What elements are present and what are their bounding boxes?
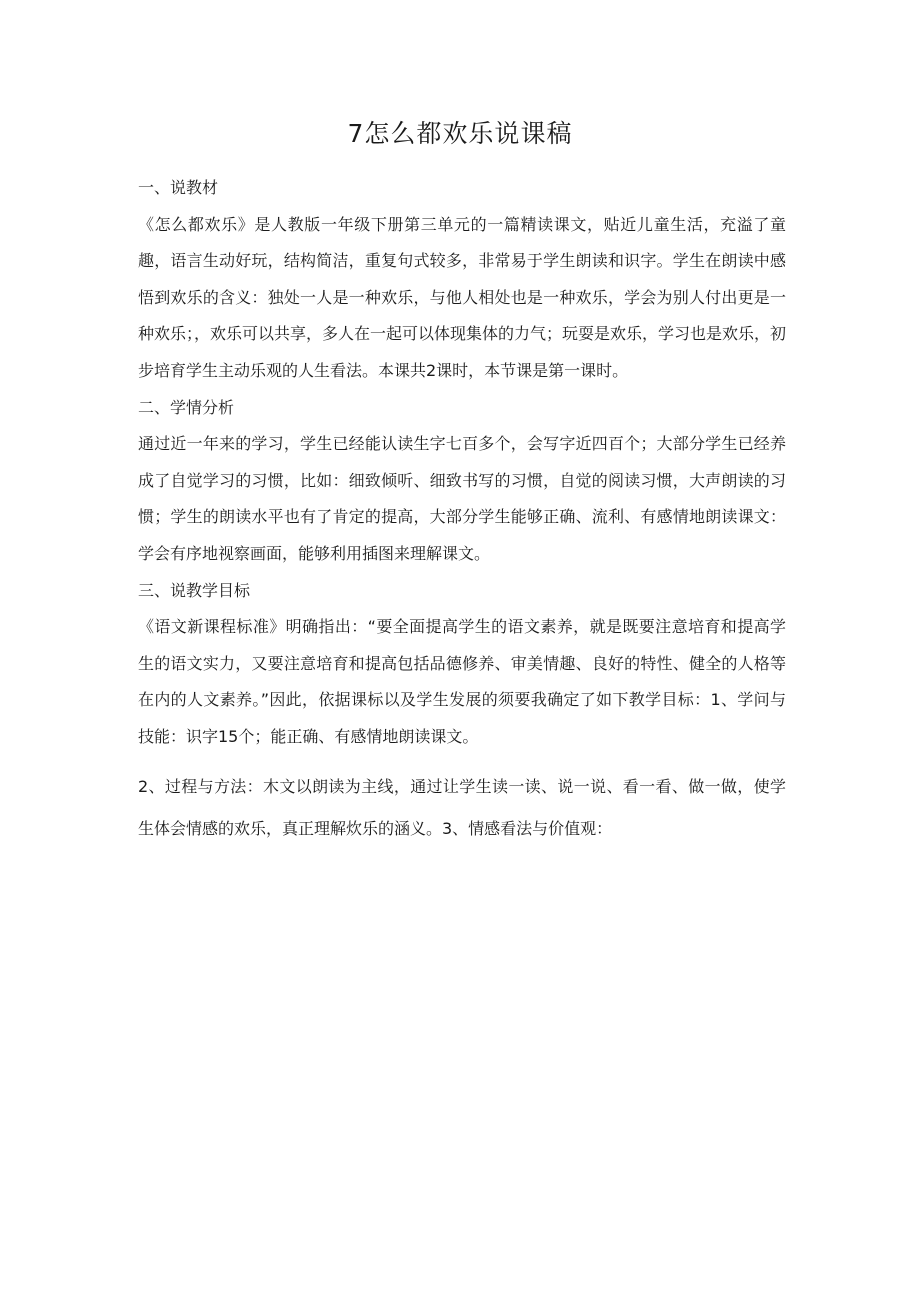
section-paragraph-student-analysis: 通过近一年来的学习，学生已经能认读生字七百多个，会写字近四百个；大部分学生已经养成了自觉学习的习惯，比如：细致倾听、细致书写的习惯，自觉的阅读习惯，大声朗读的习惯；学生的朗读水平也有了肯定的提高，大部分学生能够正确、流利、有感情地朗读课文：学会有序地视察画面，能够利用插图来理解课文。 (138, 434, 786, 563)
document-title: 7怎么都欢乐说课稿 (347, 119, 573, 148)
document-body (138, 170, 786, 850)
section-paragraph-process-method: 2、过程与方法：木文以朗读为主线，通过让学生读一读、说一说、看一看、做一做，使学生体会情感的欢乐，真正理解炊乐的涵义。3、情感看法与价值观： (138, 776, 786, 838)
section-paragraph-teaching-goals: 《语文新课程标准》明确指出：“要全面提高学生的语文素养，就是既要注意培育和提高学生的语文实力，又要注意培育和提高包括品德修养、审美情趣、良好的特性、健全的人格等在内的人文素养。”因此，依据课标以及学生发展的须要我确定了如下教学目标：1、学问与技能：识字15个；能正确、有感情地朗读课文。 (138, 617, 786, 746)
section-paragraph-textbook: 《怎么都欢乐》是人教版一年级下册第三单元的一篇精读课文，贴近儿童生活，充溢了童趣，语言生动好玩，结构简洁，重复句式较多，非常易于学生朗读和识字。学生在朗读中感悟到欢乐的含义：独处一人是一种欢乐，与他人相处也是一种欢乐，学会为别人付出更是一种欢乐；，欢乐可以共享，多人在一起可以体现集体的力气；玩耍是欢乐，学习也是欢乐，初步培育学生主动乐观的人生看法。本课共2课时，本节课是第一课时。 (138, 214, 787, 380)
section-heading-textbook: 一、说教材 (138, 178, 219, 197)
section-heading-student-analysis: 二、学情分析 (138, 397, 235, 417)
section-heading-teaching-goals: 三、说教学目标 (138, 580, 251, 600)
